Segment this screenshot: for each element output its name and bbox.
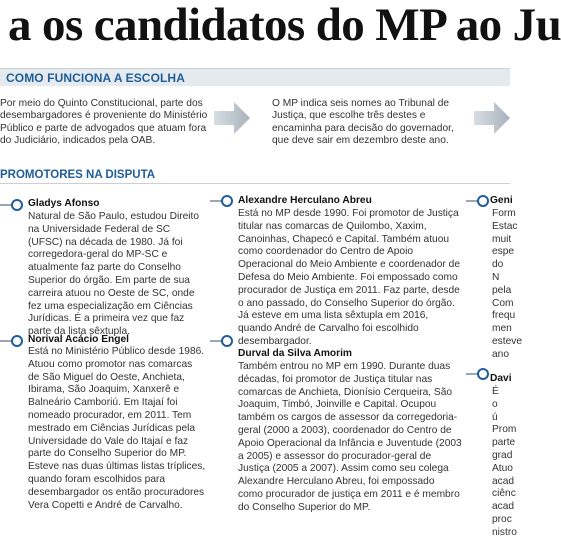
- promotor-bio: Está no Ministério Público desde 1986. Atuou como promotor nas comarcas de São Miguel do Oeste, Anchieta, Ibirama, São Joaquim, Xanxerê e Balneário Camboriú. Em Itajaí foi nomeado procurador, em 2011. Tem mestrado em Ciências Jurídicas pela Universidade do Vale do Itajaí e faz parte do Conselho Superior do MP. Esteve nas duas últimas listas tríplices, quando foram escolhidos para desembargador os então procuradores Vera Copetti e André de Carvalho.: [28, 346, 206, 511]
- promotor-bio: Também entrou no MP em 1990. Durante duas décadas, foi promotor de Justiça titular nas comarcas de Anchieta, Dionísio Cerqueira, São Joaquim, Timbó, Joinville e Capital. Ocupou também os cargos de assessor da corregedoria-geral (2000 a 2003), coordenador do Centro de Apoio Operacional da Infância e Juventude (2003 a 2005) e assessor do procurador-geral de Justiça (2005 a 2007). Assim como seu colega Alexandre Herculano Abreu, foi empossado como procurador de justiça em 2011 e é membro do Conselho Superior do MP.: [238, 361, 462, 513]
- section-title: COMO FUNCIONA A ESCOLHA: [6, 71, 185, 85]
- headline: a os candidatos do MP ao Ju: [8, 0, 561, 51]
- promotor-name: Gladys Afonso: [28, 198, 100, 209]
- promotor-bio: É o ú Prom parte grad Atuo acad ciênc acad proc nistro: [492, 386, 517, 538]
- process-step-2: O MP indica seis nomes ao Tribunal de Justiça, que escolhe três destes e encaminha para decisão do governador, que deve sair em dezembro deste ano.: [272, 98, 454, 147]
- promotores-title: PROMOTORES NA DISPUTA: [0, 169, 156, 181]
- promotor-bio: Form Estac muit espe do N pela Com frequ men esteve ano: [492, 208, 523, 360]
- pin-icon: [0, 197, 24, 213]
- promotor-bio: Natural de São Paulo, estudou Direito na Universidade Federal de SC (UFSC) na década de 1980. Já foi corregedora-geral do MP-SC e atualmente faz parte do Conselho Superior do órgão. Em parte de sua carreira atuou no Oeste de SC, onde fez uma especialização em Ciências Jurídicas. É a primeira vez que faz parte da lista sêxtupla.: [28, 211, 200, 338]
- process-step-1: Por meio do Quinto Constitucional, parte dos desembargadores é proveniente do Ministério Público e parte de advogados que atuam fora do Judiciário, indicados pela OAB.: [0, 98, 208, 147]
- pin-icon: [210, 333, 234, 349]
- divider: [0, 183, 510, 184]
- arrow-right-icon: [474, 102, 510, 134]
- promotor-name: Durval da Silva Amorim: [238, 348, 352, 359]
- pin-icon: [0, 333, 24, 349]
- pin-icon: [466, 193, 490, 209]
- promotor-name: Norival Acácio Engel: [28, 334, 129, 345]
- section-bar: [0, 68, 510, 86]
- pin-icon: [466, 366, 490, 382]
- arrow-right-icon: [214, 102, 250, 134]
- promotor-name: Davi: [490, 373, 512, 384]
- promotor-name: Geni: [490, 195, 513, 206]
- promotor-name: Alexandre Herculano Abreu: [238, 195, 372, 206]
- promotor-bio: Está no MP desde 1990. Foi promotor de Justiça titular nas comarcas de Quilombo, Xaxim, Canoinhas, Chapecó e Capital. Também atuou como coordenador do Centro de Apoio Operacional do Meio Ambiente e coordenador de Defesa do Meio Ambiente. Foi empossado como procurador de Justiça em 2011. Faz parte, desde o ano passado, do Conselho Superior do órgão. Já esteve em uma lista sêxtupla em 2016, quando André de Carvalho foi escolhido desembargador.: [238, 208, 461, 347]
- pin-icon: [210, 193, 234, 209]
